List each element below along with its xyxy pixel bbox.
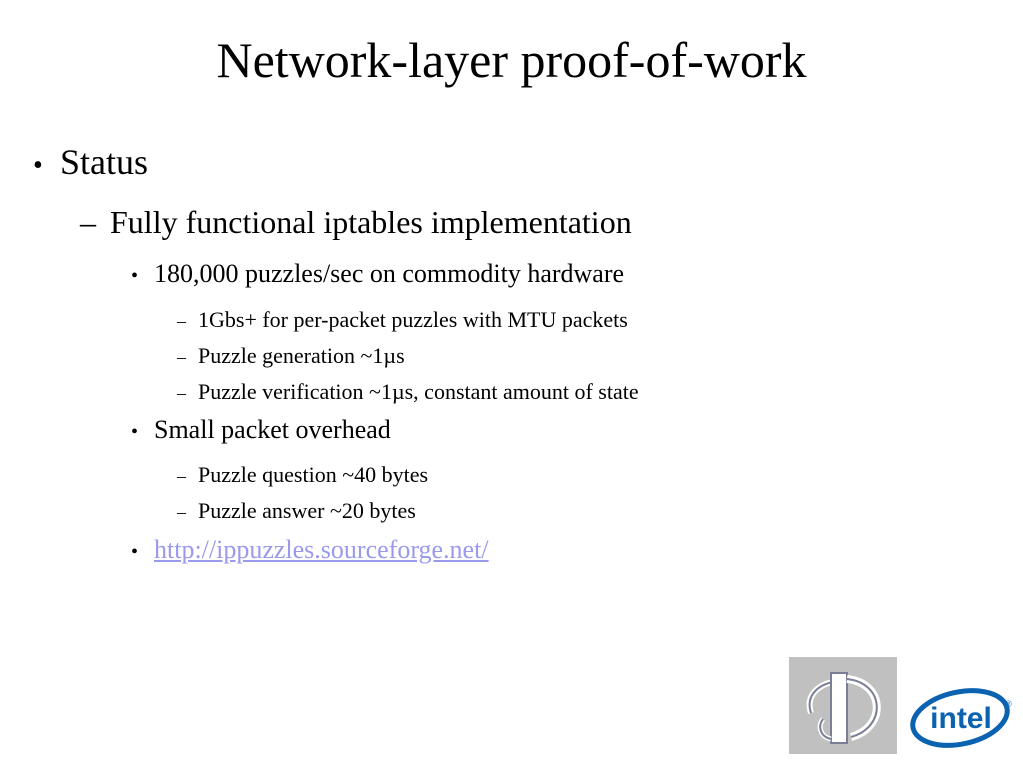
- bullet-link: [131, 535, 489, 565]
- bullet-answer: [177, 498, 416, 524]
- bullet-text: Puzzle question ~40 bytes: [198, 462, 429, 487]
- bullet-dash-icon: –: [177, 347, 186, 367]
- bullet-dash-icon: –: [177, 311, 186, 331]
- slide-title: Network-layer proof-of-work: [216, 32, 807, 88]
- intel-logo: [908, 682, 1016, 754]
- bullet-dot-icon: •: [131, 265, 139, 287]
- bullet-generation: [177, 343, 405, 369]
- bullet-text: Puzzle generation ~1µs: [198, 343, 405, 368]
- bullet-overhead: [131, 415, 391, 445]
- bullet-puzzles-rate: [131, 259, 624, 289]
- bullet-text: 180,000 puzzles/sec on commodity hardware: [154, 259, 625, 288]
- bullet-status: [33, 141, 148, 183]
- bullet-dot-icon: •: [33, 150, 43, 181]
- bullet-dot-icon: •: [131, 541, 139, 563]
- intel-logo-text: intel: [930, 702, 992, 735]
- bullet-dash-icon: –: [177, 466, 186, 486]
- bullet-question: [177, 462, 428, 488]
- bullet-text: Small packet overhead: [154, 415, 391, 444]
- bullet-text: Puzzle answer ~20 bytes: [198, 498, 416, 523]
- stylized-d-logo-icon: [789, 657, 897, 754]
- bullet-text: Status: [60, 142, 149, 182]
- bullet-gbs: [177, 307, 628, 333]
- svg-text:®: ®: [1005, 699, 1012, 709]
- bullet-dash-icon: –: [177, 502, 186, 522]
- bullet-verification: [177, 379, 639, 405]
- bullet-text: Fully functional iptables implementation: [110, 204, 632, 240]
- bullet-dot-icon: •: [131, 421, 139, 443]
- bullet-dash-icon: –: [177, 383, 186, 403]
- bullet-dash-icon: –: [80, 204, 96, 240]
- bullet-text: 1Gbs+ for per-packet puzzles with MTU packets: [198, 307, 628, 332]
- bullet-implementation: [80, 204, 632, 241]
- bullet-text: Puzzle verification ~1µs, constant amount of state: [198, 379, 639, 404]
- ippuzzles-link[interactable]: http://ippuzzles.sourceforge.net/: [154, 535, 489, 564]
